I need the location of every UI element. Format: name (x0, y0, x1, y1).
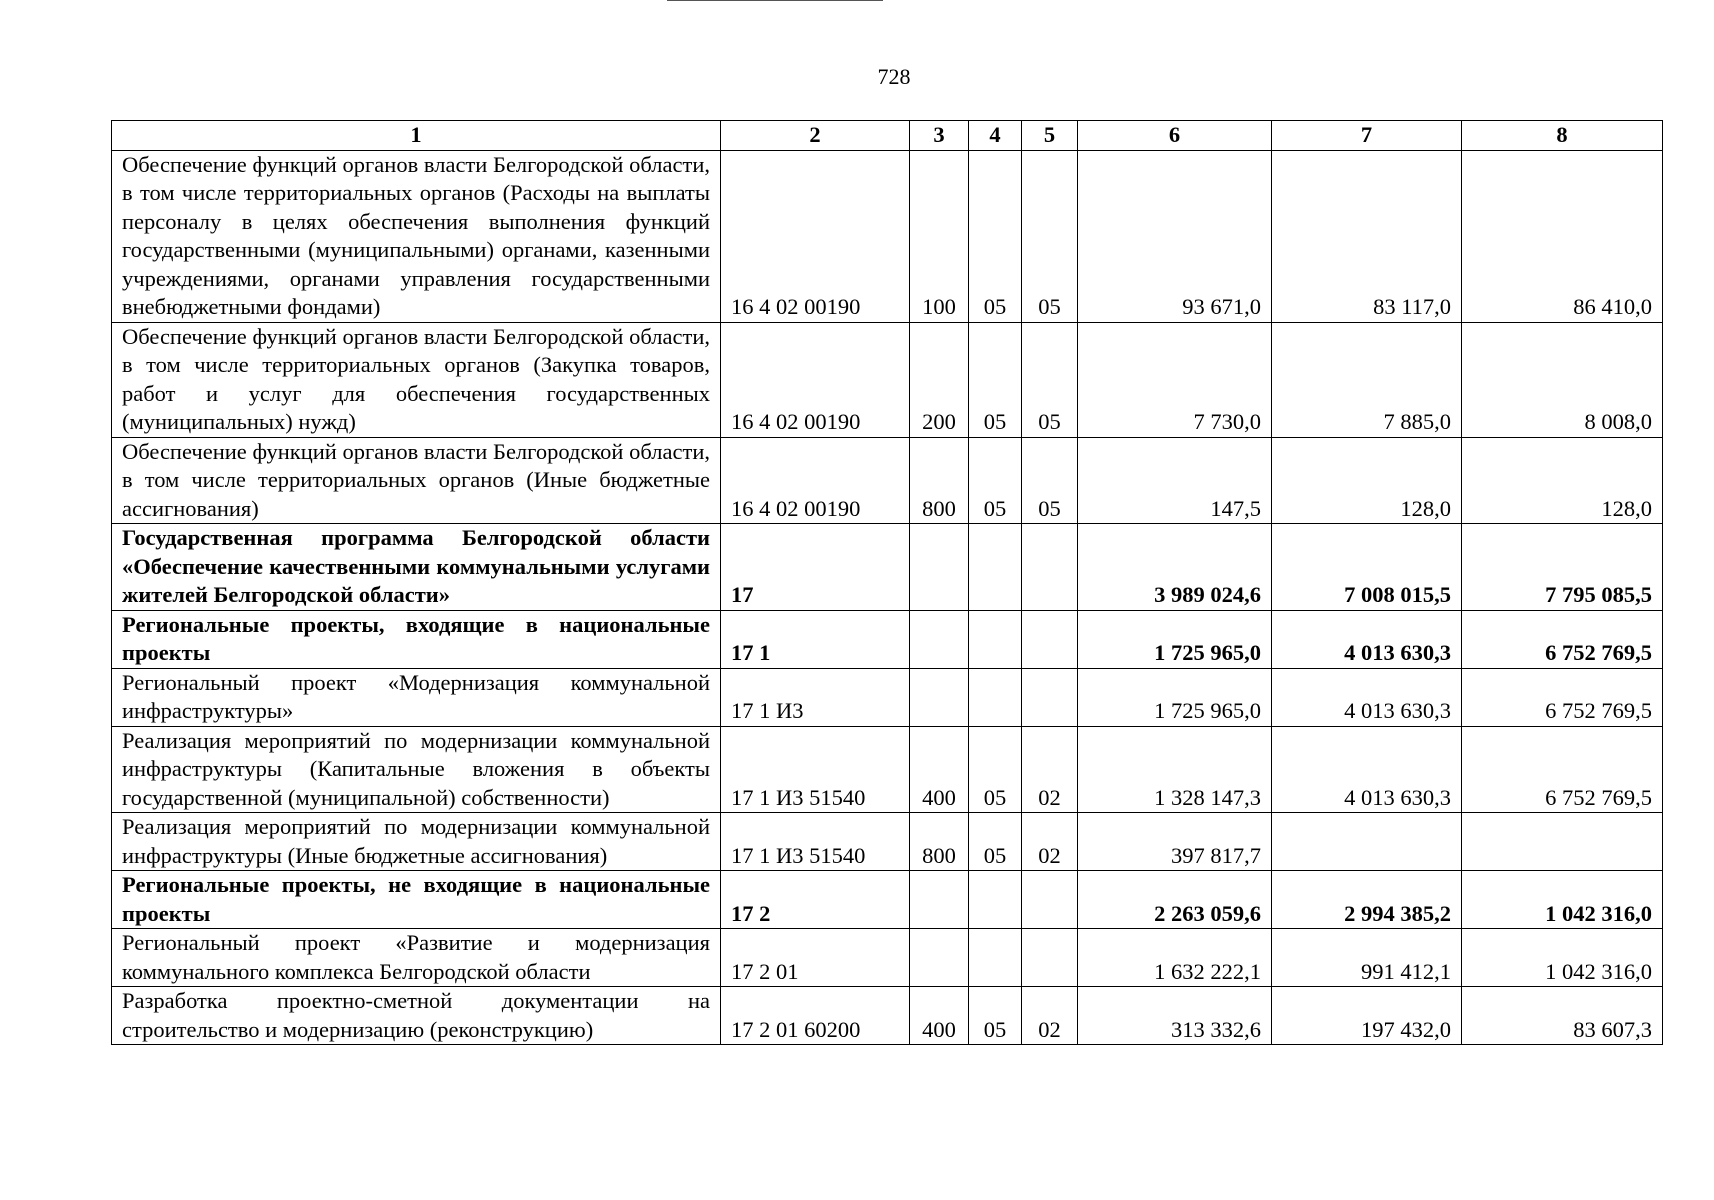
row-code: 16 4 02 00190 (721, 322, 910, 437)
row-description: Реализация мероприятий по модернизации коммунальной инфраструктуры (Иные бюджетные ассигнования) (112, 813, 721, 871)
top-rule (667, 0, 883, 1)
table-row (112, 322, 1663, 437)
table-row (112, 987, 1663, 1045)
row-value-8: 1 042 316,0 (1462, 929, 1663, 987)
row-code: 16 4 02 00190 (721, 437, 910, 524)
row-col-4 (969, 668, 1022, 726)
row-code: 16 4 02 00190 (721, 150, 910, 322)
row-value-6: 7 730,0 (1078, 322, 1272, 437)
page-number: 728 (877, 64, 911, 89)
header-col-1: 1 (112, 121, 721, 151)
header-col-7: 7 (1272, 121, 1462, 151)
row-description: Региональные проекты, не входящие в национальные проекты (112, 871, 721, 929)
row-col-3 (910, 524, 969, 611)
row-value-6: 1 632 222,1 (1078, 929, 1272, 987)
row-code: 17 1 (721, 610, 910, 668)
row-value-6: 1 725 965,0 (1078, 610, 1272, 668)
header-col-4: 4 (969, 121, 1022, 151)
row-col-3: 400 (910, 726, 969, 813)
row-description: Региональный проект «Развитие и модернизация коммунального комплекса Белгородской области (112, 929, 721, 987)
row-value-8: 128,0 (1462, 437, 1663, 524)
row-description: Региональные проекты, входящие в национальные проекты (112, 610, 721, 668)
row-value-6: 313 332,6 (1078, 987, 1272, 1045)
header-col-6: 6 (1078, 121, 1272, 151)
row-code: 17 2 01 60200 (721, 987, 910, 1045)
row-value-6: 147,5 (1078, 437, 1272, 524)
header-col-8: 8 (1462, 121, 1663, 151)
row-col-4 (969, 871, 1022, 929)
row-col-5 (1022, 929, 1078, 987)
row-value-7 (1272, 813, 1462, 871)
row-code: 17 1 И3 51540 (721, 813, 910, 871)
table-row (112, 610, 1663, 668)
header-col-2: 2 (721, 121, 910, 151)
row-code: 17 2 (721, 871, 910, 929)
row-value-8: 6 752 769,5 (1462, 726, 1663, 813)
row-description: Региональный проект «Модернизация коммунальной инфраструктуры» (112, 668, 721, 726)
row-value-8: 6 752 769,5 (1462, 610, 1663, 668)
row-description: Обеспечение функций органов власти Белгородской области, в том числе территориальных органов (Иные бюджетные ассигнования) (112, 437, 721, 524)
row-col-5: 02 (1022, 813, 1078, 871)
row-col-4: 05 (969, 150, 1022, 322)
table-row (112, 871, 1663, 929)
row-code: 17 1 И3 51540 (721, 726, 910, 813)
row-value-7: 7 885,0 (1272, 322, 1462, 437)
row-col-3 (910, 929, 969, 987)
row-col-3: 800 (910, 813, 969, 871)
table-row (112, 813, 1663, 871)
row-value-7: 991 412,1 (1272, 929, 1462, 987)
row-col-5: 05 (1022, 437, 1078, 524)
row-col-3 (910, 871, 969, 929)
row-description: Обеспечение функций органов власти Белгородской области, в том числе территориальных органов (Расходы на выплаты персоналу в целях обеспечения выполнения функций государственными (муниципальными) органами, казенными учреждениями, органами управления государственными внебюджетными фондами) (112, 150, 721, 322)
row-description: Разработка проектно-сметной документации на строительство и модернизацию (реконструкцию) (112, 987, 721, 1045)
row-col-4: 05 (969, 813, 1022, 871)
row-col-4 (969, 524, 1022, 611)
row-value-7: 4 013 630,3 (1272, 610, 1462, 668)
row-value-8: 6 752 769,5 (1462, 668, 1663, 726)
row-col-4: 05 (969, 322, 1022, 437)
row-value-8: 7 795 085,5 (1462, 524, 1663, 611)
row-description: Государственная программа Белгородской области «Обеспечение качественными коммунальными услугами жителей Белгородской области» (112, 524, 721, 611)
row-col-4: 05 (969, 726, 1022, 813)
row-value-7: 4 013 630,3 (1272, 726, 1462, 813)
row-code: 17 1 И3 (721, 668, 910, 726)
row-col-5 (1022, 610, 1078, 668)
row-col-4 (969, 929, 1022, 987)
row-value-7: 7 008 015,5 (1272, 524, 1462, 611)
row-description: Реализация мероприятий по модернизации коммунальной инфраструктуры (Капитальные вложения в объекты государственной (муниципальной) собственности) (112, 726, 721, 813)
row-value-6: 1 328 147,3 (1078, 726, 1272, 813)
table-row (112, 150, 1663, 322)
row-col-3: 400 (910, 987, 969, 1045)
row-value-7: 128,0 (1272, 437, 1462, 524)
header-col-3: 3 (910, 121, 969, 151)
row-value-7: 4 013 630,3 (1272, 668, 1462, 726)
table-row (112, 929, 1663, 987)
row-col-5 (1022, 524, 1078, 611)
row-value-6: 1 725 965,0 (1078, 668, 1272, 726)
table-row (112, 437, 1663, 524)
row-value-8: 8 008,0 (1462, 322, 1663, 437)
row-value-6: 93 671,0 (1078, 150, 1272, 322)
row-col-5: 02 (1022, 987, 1078, 1045)
row-col-5: 05 (1022, 322, 1078, 437)
row-value-8: 83 607,3 (1462, 987, 1663, 1045)
row-code: 17 2 01 (721, 929, 910, 987)
row-value-7: 197 432,0 (1272, 987, 1462, 1045)
row-col-5: 02 (1022, 726, 1078, 813)
row-value-6: 397 817,7 (1078, 813, 1272, 871)
row-value-6: 2 263 059,6 (1078, 871, 1272, 929)
budget-table (111, 120, 1663, 1045)
row-value-8 (1462, 813, 1663, 871)
row-code: 17 (721, 524, 910, 611)
table-row (112, 668, 1663, 726)
row-col-4 (969, 610, 1022, 668)
header-col-5: 5 (1022, 121, 1078, 151)
row-col-3 (910, 668, 969, 726)
row-value-8: 86 410,0 (1462, 150, 1663, 322)
row-col-5 (1022, 668, 1078, 726)
row-col-5 (1022, 871, 1078, 929)
row-col-4: 05 (969, 987, 1022, 1045)
row-col-3 (910, 610, 969, 668)
row-value-7: 83 117,0 (1272, 150, 1462, 322)
row-col-3: 100 (910, 150, 969, 322)
table-row (112, 726, 1663, 813)
row-value-7: 2 994 385,2 (1272, 871, 1462, 929)
header-row (112, 121, 1663, 151)
row-col-3: 800 (910, 437, 969, 524)
row-col-4: 05 (969, 437, 1022, 524)
table-row (112, 524, 1663, 611)
row-value-8: 1 042 316,0 (1462, 871, 1663, 929)
row-description: Обеспечение функций органов власти Белгородской области, в том числе территориальных органов (Закупка товаров, работ и услуг для обеспечения государственных (муниципальных) нужд) (112, 322, 721, 437)
row-col-5: 05 (1022, 150, 1078, 322)
row-col-3: 200 (910, 322, 969, 437)
row-value-6: 3 989 024,6 (1078, 524, 1272, 611)
